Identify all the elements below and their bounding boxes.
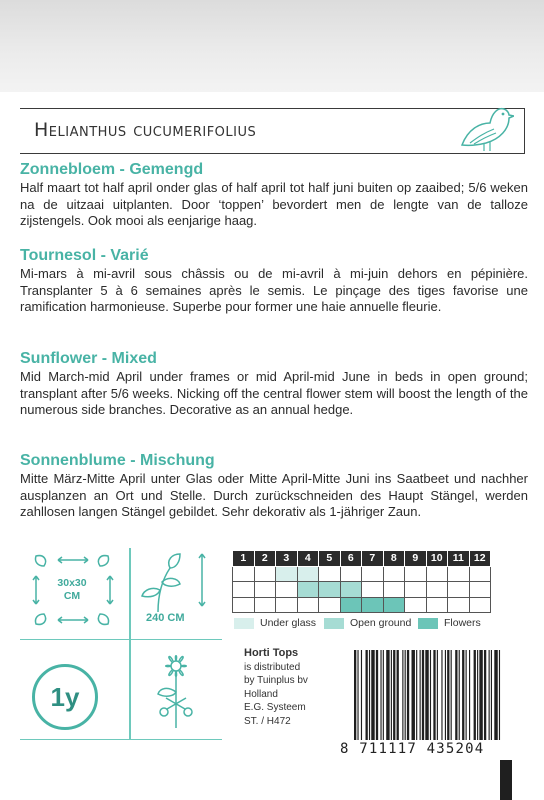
calendar-cell — [319, 582, 341, 598]
barcode-bar — [422, 650, 424, 740]
legend-swatch — [418, 618, 438, 629]
distributor-info — [244, 647, 308, 728]
calendar-cell — [383, 566, 405, 582]
legend-label: Open ground — [350, 617, 412, 629]
section-title: Sonnenblume - Mischung — [20, 452, 215, 469]
calendar-cell — [254, 582, 276, 598]
barcode-bar — [407, 650, 409, 740]
calendar-cell — [448, 597, 470, 613]
calendar-cell — [276, 582, 298, 598]
barcode-bar — [484, 650, 486, 740]
section-text: Mi-mars à mi-avril sous châssis ou de mi-avril à mi-juin dehors en pépinière. Transplanter 5 à 6 semaines après le semis. Le pinçage des tiges favorise une ramification harmonieuse. Superbe pour former une haie annuelle fleurie. — [20, 266, 528, 314]
calendar-cell — [362, 582, 384, 598]
barcode-digits: 8 711117 435204 — [340, 741, 485, 757]
month-cell: 5 — [319, 551, 341, 567]
latin-name: Helianthus cucumerifolius — [34, 119, 257, 141]
calendar-cell — [426, 566, 448, 582]
calendar-row — [233, 597, 491, 613]
barcode-bar — [357, 650, 358, 740]
calendar-cell — [405, 597, 427, 613]
calendar-cell — [276, 597, 298, 613]
legend-swatch — [234, 618, 254, 629]
barcode-bar — [451, 650, 452, 740]
packet-edge-strip — [500, 760, 512, 800]
calendar-cell — [233, 597, 255, 613]
month-cell: 12 — [469, 551, 491, 567]
month-cell: 9 — [405, 551, 427, 567]
plant-height-icon — [136, 550, 220, 616]
section-text: Half maart tot half april onder glas of half april tot half juni buiten op zaaibed; 5/6 weken na de uitzaai uitplanten. Door ‘toppen’ bevordert men de lengte van de talloze zijstengels. Ook mooi als eenjarige haag. — [20, 180, 528, 228]
legend-swatch — [324, 618, 344, 629]
section-title: Zonnebloem - Gemengd — [20, 161, 204, 178]
annual-badge: 1y — [32, 664, 98, 730]
distributor-line: by Tuinplus bv — [244, 675, 308, 686]
barcode-bar — [391, 650, 392, 740]
barcode-bar — [430, 650, 431, 740]
barcode-bar — [380, 650, 381, 740]
section-english — [20, 349, 528, 419]
cut-flower-icon — [146, 652, 206, 732]
barcode-bar — [469, 650, 470, 740]
barcode-bar — [376, 650, 378, 740]
calendar-row — [233, 566, 491, 582]
barcode-bar — [437, 650, 438, 740]
section-text: Mitte März-Mitte April unter Glas oder Mitte April-Mitte Juni ins Saatbeet und nachher ausplanzen an Ort und Stelle. Durch zurückschneiden des Haupt Stängel, werden zahllosen langen Stängel gebildet. Sehr dekorativ als 1-jähriger Zaun. — [20, 471, 528, 519]
barcode-bar — [499, 650, 500, 740]
barcode-bar — [386, 650, 389, 740]
spacing-unit: CM — [63, 590, 81, 602]
barcode-bar — [405, 650, 406, 740]
calendar-cell — [469, 597, 491, 613]
section-title: Sunflower - Mixed — [20, 350, 157, 367]
barcode-bar — [425, 650, 428, 740]
barcode-bar — [494, 650, 497, 740]
calendar-cell — [426, 582, 448, 598]
barcode-bar — [447, 650, 449, 740]
section-dutch — [20, 160, 528, 230]
calendar-cell — [340, 597, 362, 613]
barcode-bar — [455, 650, 457, 740]
calendar-cell — [362, 566, 384, 582]
barcode-bar — [445, 650, 446, 740]
legend-label: Flowers — [444, 617, 481, 629]
barcode-bar — [477, 650, 478, 740]
sowing-calendar — [232, 550, 491, 613]
calendar-cell — [448, 582, 470, 598]
section-text: Mid March-mid April under frames or mid April-mid June in beds in open ground; transplant after 5/6 weeks. Nicking off the central flower stem will boost the length of the numerous side branches. Decorative as an annual hedge. — [20, 369, 528, 417]
barcode-bar — [361, 650, 362, 740]
calendar-cell — [297, 566, 319, 582]
calendar-cell — [233, 566, 255, 582]
latin-name-banner — [20, 108, 525, 154]
barcode-bar — [462, 650, 464, 740]
height-label: 240 CM — [146, 612, 185, 624]
calendar-cell — [405, 582, 427, 598]
calendar-row — [233, 582, 491, 598]
barcode-bar — [433, 650, 435, 740]
month-cell: 6 — [340, 551, 362, 567]
bird-icon — [454, 99, 514, 155]
month-cell: 2 — [254, 551, 276, 567]
barcode-bar — [369, 650, 370, 740]
calendar-cell — [297, 597, 319, 613]
calendar-cell — [276, 566, 298, 582]
barcode-bar — [474, 650, 476, 740]
month-cell: 1 — [233, 551, 255, 567]
section-title: Tournesol - Varié — [20, 247, 149, 264]
calendar-cell — [233, 582, 255, 598]
barcode-bar — [397, 650, 399, 740]
distributor-line: ST. / H472 — [244, 715, 291, 727]
spacing-value: 30x30 — [57, 577, 87, 589]
barcode-bar — [420, 650, 421, 740]
section-german — [20, 451, 528, 521]
calendar-cell — [469, 582, 491, 598]
month-cell: 11 — [448, 551, 470, 567]
barcode-bar — [416, 650, 417, 740]
month-cell: 3 — [276, 551, 298, 567]
calendar-cell — [362, 597, 384, 613]
calendar-cell — [254, 566, 276, 582]
calendar-cell — [469, 566, 491, 582]
barcode-bar — [402, 650, 403, 740]
barcode-bar — [371, 650, 374, 740]
barcode-bar — [354, 650, 356, 740]
calendar-cell — [426, 597, 448, 613]
spacing-label — [52, 577, 92, 603]
barcode-bar — [491, 650, 492, 740]
calendar-cell — [405, 566, 427, 582]
barcode-bar — [393, 650, 395, 740]
calendar-cell — [254, 597, 276, 613]
legend-label: Under glass — [260, 617, 317, 629]
brand-name: Horti Tops — [244, 647, 299, 659]
section-french — [20, 246, 528, 316]
calendar-months-row — [233, 551, 491, 567]
barcode-bar — [459, 650, 460, 740]
month-cell: 10 — [426, 551, 448, 567]
barcode-bar — [466, 650, 467, 740]
packet-top-flap — [0, 0, 544, 92]
month-cell: 8 — [383, 551, 405, 567]
month-cell: 4 — [297, 551, 319, 567]
distributor-line: E.G. Systeem — [244, 702, 306, 713]
calendar-cell — [340, 566, 362, 582]
barcode-bar — [383, 650, 384, 740]
calendar-cell — [340, 582, 362, 598]
calendar-cell — [319, 566, 341, 582]
distributor-line: Holland — [244, 688, 278, 700]
calendar-cell — [383, 582, 405, 598]
distributor-line: is distributed — [244, 661, 301, 673]
calendar-cell — [383, 597, 405, 613]
barcode-bar — [412, 650, 415, 740]
barcode-bar — [489, 650, 490, 740]
barcode-bar — [366, 650, 368, 740]
calendar-cell — [448, 566, 470, 582]
barcode — [352, 650, 502, 740]
calendar-cell — [297, 582, 319, 598]
barcode-bar — [479, 650, 482, 740]
month-cell: 7 — [362, 551, 384, 567]
barcode-bar — [441, 650, 442, 740]
calendar-cell — [319, 597, 341, 613]
